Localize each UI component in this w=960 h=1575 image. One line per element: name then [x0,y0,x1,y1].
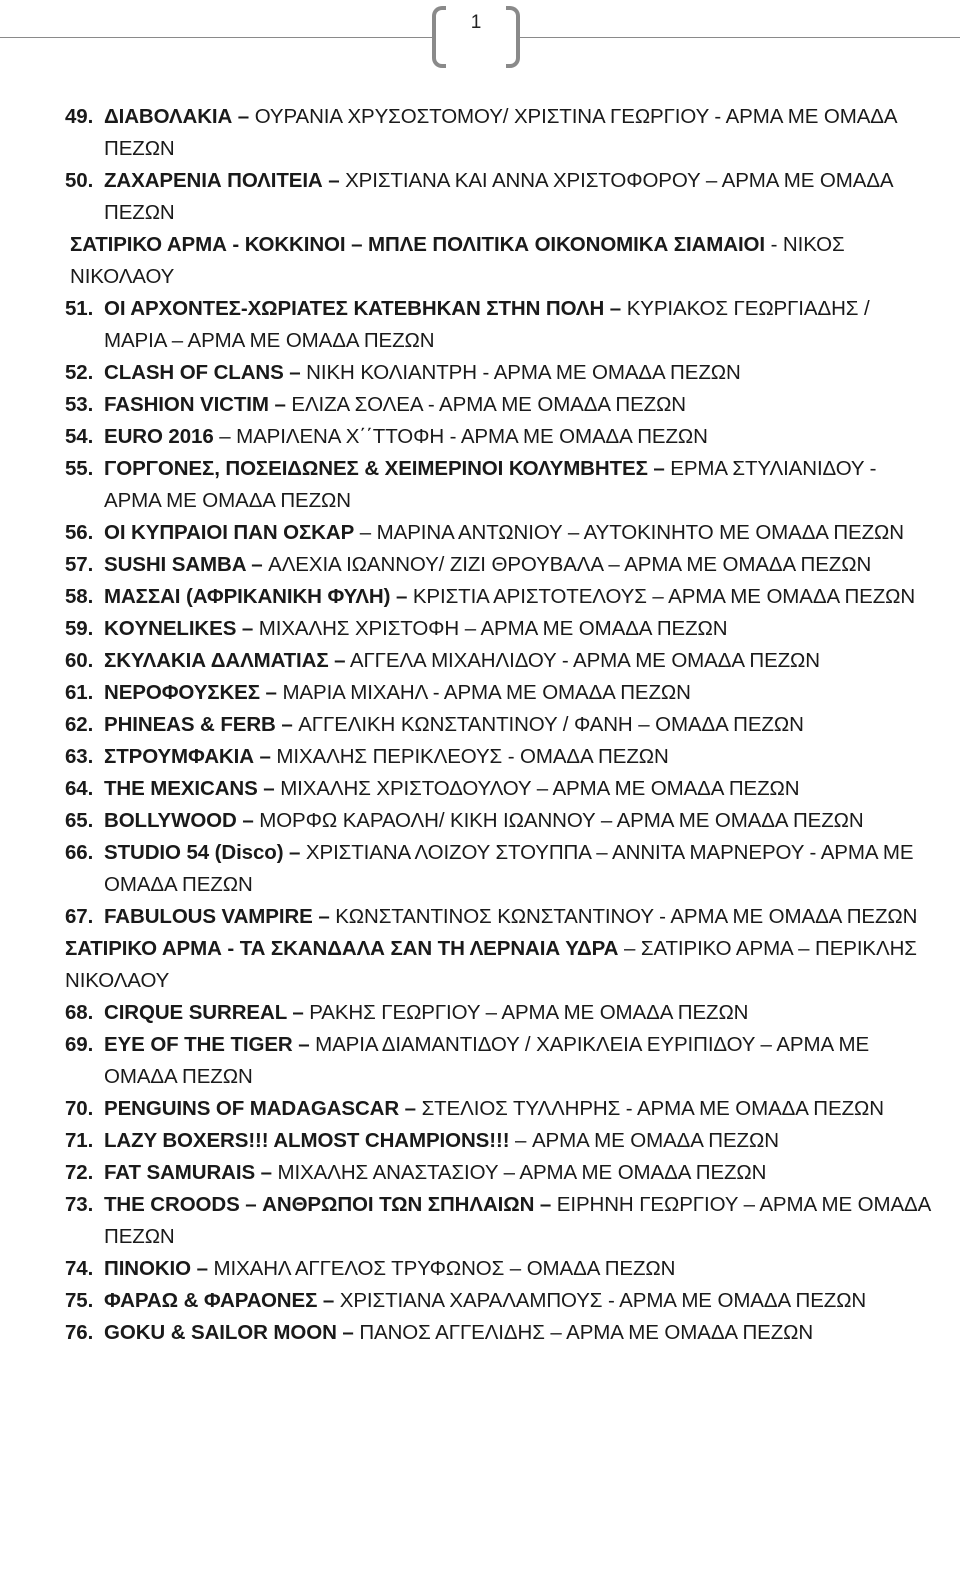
item-details: ΜΙΧΑΛΗΣ ΑΝΑΣΤΑΣΙΟΥ – ΑΡΜΑ ΜΕ ΟΜΑΔΑ ΠΕΖΩΝ [271,1161,767,1184]
list-item [65,453,935,517]
list-item [65,1093,935,1125]
item-title: ΓΟΡΓΟΝΕΣ, ΠΟΣΕΙΔΩΝΕΣ & ΧΕΙΜΕΡΙΝΟΙ ΚΟΛΥΜΒΗΤΕΣ – [104,457,665,480]
item-number: 66. [65,841,94,864]
item-number: 52. [65,361,94,384]
list-item [65,613,935,645]
item-number: 65. [65,809,94,832]
item-title: ΟΙ ΑΡΧΟΝΤΕΣ-ΧΩΡΙΑΤΕΣ ΚΑΤΕΒΗΚΑΝ ΣΤΗΝ ΠΟΛΗ – [104,297,622,320]
list-item [65,645,935,677]
list-item [65,389,935,421]
page-header [0,0,960,80]
item-title: EYE OF THE TIGER – [104,1033,310,1056]
item-number: 51. [65,297,94,320]
item-number: 73. [65,1193,94,1216]
item-details: ΜΑΡΙΑ ΜΙΧΑΗΛ - ΑΡΜΑ ΜΕ ΟΜΑΔΑ ΠΕΖΩΝ [276,681,691,704]
list-item [65,165,935,229]
item-title: CIRQUE SURREAL – [104,1001,304,1024]
item-details: ΧΡΙΣΤΙΑΝΑ ΧΑΡΑΛΑΜΠΟΥΣ - ΑΡΜΑ ΜΕ ΟΜΑΔΑ ΠΕΖΩΝ [334,1289,867,1312]
item-title: FASHION VICTIM – [104,393,286,416]
item-number: 67. [65,905,94,928]
item-number: 68. [65,1001,94,1024]
list-item [65,1317,935,1349]
list-item [65,1285,935,1317]
section-heading [65,229,935,293]
item-title: LAZY BOXERS!!! ALMOST CHAMPIONS!!! [104,1129,510,1152]
list-item [65,709,935,741]
item-number: 63. [65,745,94,768]
list-item [65,901,935,933]
list-item [65,997,935,1029]
heading-title: ΣΑΤΙΡΙΚΟ ΑΡΜΑ - ΤΑ ΣΚΑΝΔΑΛΑ ΣΑΝ ΤΗ ΛΕΡΝΑΙΑ ΥΔΡΑ [65,937,619,960]
item-details: ΧΡΙΣΤΙΑΝΑ ΚΑΙ ΑΝΝΑ ΧΡΙΣΤΟΦΟΡΟΥ – ΑΡΜΑ ΜΕ ΟΜΑΔΑ ΠΕΖΩΝ [104,169,893,224]
list-item [65,581,935,613]
list-item [65,101,935,165]
item-number: 53. [65,393,94,416]
item-details: ΜΟΡΦΩ ΚΑΡΑΟΛΗ/ ΚΙΚΗ ΙΩΑΝΝΟΥ – ΑΡΜΑ ΜΕ ΟΜΑΔΑ ΠΕΖΩΝ [253,809,864,832]
item-details: ΜΙΧΑΗΛ ΑΓΓΕΛΟΣ ΤΡΥΦΩΝΟΣ – ΟΜΑΔΑ ΠΕΖΩΝ [207,1257,676,1280]
item-number: 74. [65,1257,94,1280]
section-heading [65,933,935,997]
list-item [65,421,935,453]
item-number: 62. [65,713,94,736]
item-number: 70. [65,1097,94,1120]
item-title: ΖΑΧΑΡΕΝΙΑ ΠΟΛΙΤΕΙΑ – [104,169,340,192]
list-item [65,293,935,357]
item-number: 57. [65,553,94,576]
item-details: ΜΙΧΑΛΗΣ ΧΡΙΣΤΟΦΗ – ΑΡΜΑ ΜΕ ΟΜΑΔΑ ΠΕΖΩΝ [253,617,728,640]
list-item [65,1189,935,1253]
item-details: – ΜΑΡΙΛΕΝΑ Χ΄΄ΤΤΟΦΗ - ΑΡΜΑ ΜΕ ΟΜΑΔΑ ΠΕΖΩΝ [213,425,708,448]
item-details: ΕΙΡΗΝΗ ΓΕΩΡΓΙΟΥ – ΑΡΜΑ ΜΕ ΟΜΑΔΑ ΠΕΖΩΝ [104,1193,931,1248]
page-number: 1 [470,12,482,33]
list-item [65,1125,935,1157]
right-bracket-icon [506,6,520,68]
item-number: 55. [65,457,94,480]
list-item [65,357,935,389]
item-details: ΣΤΕΛΙΟΣ ΤΥΛΛΗΡΗΣ - ΑΡΜΑ ΜΕ ΟΜΑΔΑ ΠΕΖΩΝ [415,1097,884,1120]
item-details: ΝΙΚΗ ΚΟΛΙΑΝΤΡΗ - ΑΡΜΑ ΜΕ ΟΜΑΔΑ ΠΕΖΩΝ [300,361,741,384]
header-rule-left [0,37,432,38]
heading-details: – ΣΑΤΙΡΙΚΟ ΑΡΜΑ – ΠΕΡΙΚΛΗΣ ΝΙΚΟΛΑΟΥ [65,937,917,992]
item-details: ΡΑΚΗΣ ΓΕΩΡΓΙΟΥ – ΑΡΜΑ ΜΕ ΟΜΑΔΑ ΠΕΖΩΝ [303,1001,749,1024]
item-details: ΟΥΡΑΝΙΑ ΧΡΥΣΟΣΤΟΜΟΥ/ ΧΡΙΣΤΙΝΑ ΓΕΩΡΓΙΟΥ - ΑΡΜΑ ΜΕ ΟΜΑΔΑ ΠΕΖΩΝ [104,105,897,160]
item-title: ΜΑΣΣΑΙ (ΑΦΡΙΚΑΝΙΚΗ ΦΥΛΗ) – [104,585,408,608]
list-item [65,741,935,773]
list-item [65,1029,935,1093]
item-title: ΦΑΡΑΩ & ΦΑΡΑΟΝΕΣ – [104,1289,335,1312]
item-details: ΚΥΡΙΑΚΟΣ ΓΕΩΡΓΙΑΔΗΣ / ΜΑΡΙΑ – ΑΡΜΑ ΜΕ ΟΜΑΔΑ ΠΕΖΩΝ [104,297,870,352]
float-entries-list [65,101,935,1349]
header-rule-right [520,37,960,38]
item-number: 50. [65,169,94,192]
list-item [65,517,935,549]
item-details: ΕΛΙΖΑ ΣΟΛΕΑ - ΑΡΜΑ ΜΕ ΟΜΑΔΑ ΠΕΖΩΝ [285,393,687,416]
item-details: ΚΡΙΣΤΙΑ ΑΡΙΣΤΟΤΕΛΟΥΣ – ΑΡΜΑ ΜΕ ΟΜΑΔΑ ΠΕΖΩΝ [407,585,916,608]
item-details: ΜΙΧΑΛΗΣ ΠΕΡΙΚΛΕΟΥΣ - ΟΜΑΔΑ ΠΕΖΩΝ [270,745,669,768]
item-number: 69. [65,1033,94,1056]
item-title: EURO 2016 [104,425,214,448]
item-title: FAT SAMURAIS – [104,1161,272,1184]
item-details: ΚΩΝΣΤΑΝΤΙΝΟΣ ΚΩΝΣΤΑΝΤΙΝΟΥ - ΑΡΜΑ ΜΕ ΟΜΑΔΑ ΠΕΖΩΝ [329,905,918,928]
item-title: GOKU & SAILOR MOON – [104,1321,354,1344]
heading-details: - ΝΙΚΟΣ ΝΙΚΟΛΑΟΥ [70,233,845,288]
item-number: 60. [65,649,94,672]
item-details: ΧΡΙΣΤΙΑΝΑ ΛΟΙΖΟΥ ΣΤΟΥΠΠΑ – ΑΝΝΙΤΑ ΜΑΡΝΕΡΟΥ - ΑΡΜΑ ΜΕ ΟΜΑΔΑ ΠΕΖΩΝ [104,841,914,896]
item-details: – ΑΡΜΑ ΜΕ ΟΜΑΔΑ ΠΕΖΩΝ [509,1129,779,1152]
item-details: ΜΙΧΑΛΗΣ ΧΡΙΣΤΟΔΟΥΛΟΥ – ΑΡΜΑ ΜΕ ΟΜΑΔΑ ΠΕΖΩΝ [274,777,800,800]
item-number: 72. [65,1161,94,1184]
item-details: ΑΓΓΕΛΑ ΜΙΧΑΗΛΙΔΟΥ - ΑΡΜΑ ΜΕ ΟΜΑΔΑ ΠΕΖΩΝ [345,649,820,672]
item-details: ΑΓΓΕΛΙΚΗ ΚΩΝΣΤΑΝΤΙΝΟΥ / ΦΑΝΗ – ΟΜΑΔΑ ΠΕΖΩΝ [292,713,804,736]
item-title: THE MEXICANS – [104,777,275,800]
item-number: 61. [65,681,94,704]
list-item [65,549,935,581]
item-title: PENGUINS OF MADAGASCAR – [104,1097,416,1120]
item-title: FABULOUS VAMPIRE – [104,905,330,928]
item-number: 54. [65,425,94,448]
item-number: 71. [65,1129,94,1152]
list-item [65,1157,935,1189]
item-number: 59. [65,617,94,640]
list-item [65,773,935,805]
item-number: 75. [65,1289,94,1312]
item-number: 76. [65,1321,94,1344]
item-title: ΣΚΥΛΑΚΙΑ ΔΑΛΜΑΤΙΑΣ – [104,649,346,672]
item-number: 64. [65,777,94,800]
item-title: ΠΙΝΟΚΙΟ – [104,1257,208,1280]
item-number: 49. [65,105,94,128]
item-title: ΝΕΡΟΦΟΥΣΚΕΣ – [104,681,277,704]
list-item [65,837,935,901]
item-details: ΜΑΡΙΑ ΔΙΑΜΑΝΤΙΔΟΥ / ΧΑΡΙΚΛΕΙΑ ΕΥΡΙΠΙΔΟΥ – ΑΡΜΑ ΜΕ ΟΜΑΔΑ ΠΕΖΩΝ [104,1033,870,1088]
list-item [65,805,935,837]
item-title: CLASH OF CLANS – [104,361,301,384]
heading-title: ΣΑΤΙΡΙΚΟ ΑΡΜΑ - ΚΟΚΚΙΝΟΙ – ΜΠΛΕ ΠΟΛΙΤΙΚΑ ΟΙΚΟΝΟΜΙΚΑ ΣΙΑΜΑΙΟΙ [70,233,765,256]
item-title: ΔΙΑΒΟΛΑΚΙΑ – [104,105,250,128]
item-title: ΟΙ ΚΥΠΡΑΙΟΙ ΠΑΝ ΟΣΚΑΡ [104,521,355,544]
list-item [65,677,935,709]
left-bracket-icon [432,6,446,68]
item-title: BOLLYWOOD – [104,809,254,832]
item-title: PHINEAS & FERB – [104,713,293,736]
item-title: KOYNELIKES – [104,617,254,640]
item-details: – ΜΑΡΙΝΑ ΑΝΤΩΝΙΟΥ – ΑΥΤΟΚΙΝΗΤΟ ΜΕ ΟΜΑΔΑ ΠΕΖΩΝ [354,521,904,544]
item-number: 56. [65,521,94,544]
list-item [65,1253,935,1285]
item-details: ΑΛΕΧΙΑ ΙΩΑΝΝΟΥ/ ΖΙΖΙ ΘΡΟΥΒΑΛΑ – ΑΡΜΑ ΜΕ ΟΜΑΔΑ ΠΕΖΩΝ [262,553,872,576]
item-details: ΕΡΜΑ ΣΤΥΛΙΑΝΙΔΟΥ - ΑΡΜΑ ΜΕ ΟΜΑΔΑ ΠΕΖΩΝ [104,457,877,512]
item-details: ΠΑΝΟΣ ΑΓΓΕΛΙΔΗΣ – ΑΡΜΑ ΜΕ ΟΜΑΔΑ ΠΕΖΩΝ [353,1321,814,1344]
item-title: STUDIO 54 (Disco) – [104,841,301,864]
item-title: ΣΤΡΟΥΜΦΑΚΙΑ – [104,745,271,768]
item-title: THE CROODS – ΑΝΘΡΩΠΟΙ ΤΩΝ ΣΠΗΛΑΙΩΝ – [104,1193,552,1216]
item-title: SUSHI SAMBA – [104,553,263,576]
item-number: 58. [65,585,94,608]
